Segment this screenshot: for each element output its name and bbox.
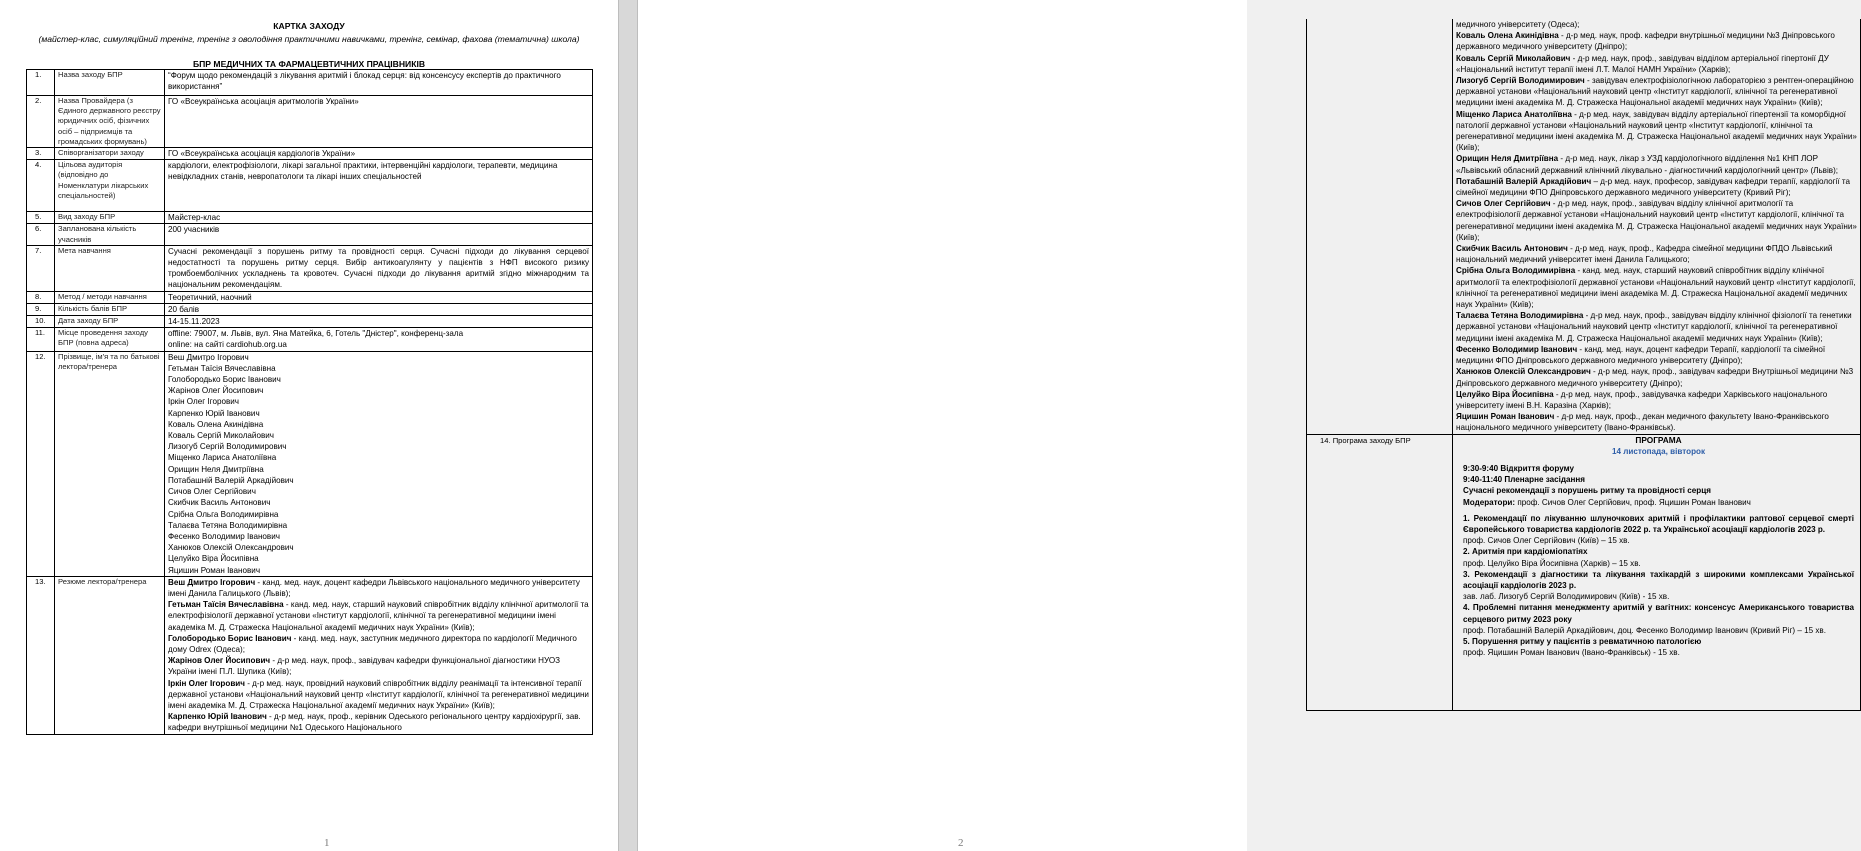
resume-entry: [1456, 153, 1857, 175]
program-plenary: 9:40-11:40 Пленарне засідання: [1463, 475, 1586, 485]
resume-description: - д-р мед. наук, проф., завідувач відділу клінічної аритмології та електрофізіології державної установи «Національний науковий центр «Інститут кардіології, клінічної та регенеративної медицини імені академіка М. Д. Стражеска Національної академії медичних наук України» (Київ);: [1456, 199, 1857, 242]
table-row: [27, 328, 593, 351]
row-value: ГО «Всеукраїнська асоціація аритмологів України»: [165, 96, 593, 148]
lecturer-name: Гетьман Таїсія Вячеславівна: [168, 363, 276, 373]
program-item: [1463, 636, 1854, 658]
resume-description: - д-р мед. наук, провідний науковий співробітник відділу реанімації та інтенсивної терапії державної установи «Національний науковий центр «Інститут кардіології, клінічної та регенеративної медицини імені академіка М. Д. Стражеска Національної академії медичних наук України» (Київ);: [168, 678, 589, 710]
row-label: Мета навчання: [55, 245, 165, 291]
table-row: [27, 303, 593, 315]
program-item-title: 2. Аритмія при кардіоміопатіях: [1463, 547, 1588, 557]
resume-name: Іркін Олег Ігорович: [168, 678, 245, 688]
table-row: [27, 245, 593, 291]
resume-name: Жарінов Олег Йосипович: [168, 656, 271, 666]
resume-name: Сичов Олег Сергійович: [1456, 199, 1551, 209]
resume-description: - канд. мед. наук, доцент кафедри Терапії, кардіології та сімейної медицини ФПО Дніпровського державного медичного університету (Дніпро);: [1456, 344, 1826, 366]
resume-name: Карпенко Юрій Іванович: [168, 712, 267, 722]
lecturer-name: Коваль Сергій Миколайович: [168, 431, 274, 441]
resume-description: - д-р мед. наук, проф., завідувачка кафедри Харківського національного університету імені В.Н. Каразіна (Харків);: [1456, 389, 1828, 410]
row-value: Сучасні рекомендації з порушень ритму та провідності серця. Сучасні підходи до лікування серцевої недостатності та порушень ритму серця. Вибір антикоагулянту у пацієнтів з НФП високого ризику тромбоемболічних ускладнень та кровотеч. Сучасні підходи до лікування аритмій згідно міжнародним та національним рекомендаціям.: [165, 245, 593, 291]
resume-description: - канд. мед. наук, старший науковий співробітник відділу клінічної аритмології та електрофізіології державної установи «Інститут кардіології, клінічної та регенеративної медицини імені академіка М. Д. Стражеска Національної академії медичних наук України» (Київ);: [168, 600, 589, 632]
resume-description: - д-р мед. наук, завідувач відділу артеріальної гіпертензії та коморбідної патології державної установи «Національний науковий центр «Інститут кардіології, клінічної та регенеративної медицини імені академіка М. Д. Стражеска Національної академії медичних наук України» (Київ);: [1456, 109, 1857, 153]
resume-name: Коваль Сергій Миколайович: [1456, 53, 1571, 63]
venue-online: online: на сайті cardiohub.org.ua: [168, 340, 287, 350]
resume-entry: [168, 678, 589, 712]
row-label: Резюме лектора/тренера: [55, 576, 165, 734]
program-item-title: 1. Рекомендації по лікуванню шлуночкових аритмій і профілактики раптової серцевої смерті Європейського товариства кардіологів 2022 р. та Української асоціації кардіологів 2023 р.: [1463, 513, 1854, 534]
resume-name: Фесенко Володимир Іванович: [1456, 344, 1578, 354]
lecturer-list: [165, 351, 593, 576]
resume-name: Гетьман Таїсія Вячеславівна: [168, 600, 284, 610]
table-row: [1307, 19, 1861, 434]
program-item-speaker: проф. Потабашній Валерій Аркадійович, доц. Фесенко Володимир Іванович (Кривий Ріг) – 15 хв.: [1463, 625, 1826, 635]
program-moderators: [1463, 497, 1854, 508]
row-value: Теоретичний, наочний: [165, 291, 593, 303]
row-number: 10.: [27, 316, 55, 328]
lecturer-name: Потабашній Валерій Аркадійович: [168, 475, 294, 485]
table-row: [27, 291, 593, 303]
page-separator: [618, 0, 638, 851]
table-row: [27, 576, 593, 734]
lecturer-name: Жарінов Олег Йосипович: [168, 386, 264, 396]
resume-name: Скибчик Василь Антонович: [1456, 244, 1568, 254]
row-number: 3.: [27, 148, 55, 160]
program-item-speaker: проф. Целуйко Віра Йосипівна (Харків) – 15 хв.: [1463, 558, 1641, 568]
lecturer-name: Сичов Олег Сергійович: [168, 487, 256, 497]
resume-description: - д-р мед. наук, проф., завідувач кафедри функціональної діагностики НУОЗ України імені П.Л. Шупика (Київ);: [168, 656, 560, 677]
table-row: [27, 316, 593, 328]
resume-description: - д-р мед. наук, проф., завідувач кафедри Внутрішньої медицини №3 Дніпровського державного медичного університету (Дніпро);: [1456, 367, 1854, 388]
row-label: Дата заходу БПР: [55, 316, 165, 328]
lecturer-name: Талаєва Тетяна Володимирівна: [168, 520, 288, 530]
program-session: Сучасні рекомендації з порушень ритму та провідності серця: [1463, 486, 1711, 496]
lecturer-name: Міщенко Лариса Анатоліївна: [168, 453, 277, 463]
resume-continuation: медичного університету (Одеса);: [1456, 20, 1580, 29]
resume-entry: [1456, 53, 1857, 75]
row-number: 5.: [27, 212, 55, 224]
row-label: [1307, 434, 1453, 710]
resume-entry: [168, 633, 589, 655]
row-value: ГО «Всеукраїнська асоціація кардіологів України»: [165, 148, 593, 160]
resume-entry: [1456, 109, 1857, 154]
resume-name: Голобородько Борис Іванович: [168, 633, 292, 643]
row-label: Прізвище, ім'я та по батькові лектора/тренера: [55, 351, 165, 576]
lecturer-name: Коваль Олена Акинідівна: [168, 419, 264, 429]
section-heading: БПР МЕДИЧНИХ ТА ФАРМАЦЕВТИЧНИХ ПРАЦІВНИКІВ: [192, 59, 426, 69]
row-label: Метод / методи навчання: [55, 291, 165, 303]
resume-description: - завідувач електрофізіологічною лабораторією з рентген-операційною державної установи «Національний науковий центр «Інститут кардіології, клінічної та регенеративної медицини імені академіка М. Д. Стражеска Національної академії медичних наук України» (Київ);: [1456, 76, 1854, 108]
event-card-table: [26, 69, 593, 735]
table-row: [27, 212, 593, 224]
document-page-2: [638, 0, 1857, 851]
lecturer-name: Скибчик Василь Антонович: [168, 498, 271, 508]
table-row: [27, 70, 593, 96]
program-item: [1463, 546, 1854, 568]
resume-entry: [1456, 176, 1857, 198]
table-row: [27, 148, 593, 160]
resume-entry: [1456, 389, 1857, 411]
resume-name: Ханюков Олексій Олександрович: [1456, 367, 1591, 377]
program-item: [1463, 602, 1854, 636]
resume-entry: [1456, 366, 1857, 388]
program-title: ПРОГРАМА: [1635, 434, 1682, 445]
program-item-speaker: проф. Яцишин Роман Іванович (Івано-Франківськ) - 15 хв.: [1463, 648, 1680, 658]
lecturer-name: Срібна Ольга Володимирівна: [168, 509, 279, 519]
resume-entry: [1456, 344, 1857, 366]
row-number: 12.: [27, 351, 55, 576]
program-item-title: 3. Рекомендації з діагностики та лікування тахікардій з широкими комплексами Української асоціації кардіологів 2023 р.: [1463, 569, 1854, 590]
row-label: Місце проведення заходу БПР (повна адреса): [55, 328, 165, 351]
resume-entry: [1456, 411, 1857, 433]
resume-name: Целуйко Віра Йосипівна: [1456, 389, 1554, 399]
row-value: Майстер-клас: [165, 212, 593, 224]
row-number: 13.: [27, 576, 55, 734]
lecturer-name: Ханюков Олексій Олександрович: [168, 543, 294, 553]
row-label: Запланована кількість учасників: [55, 224, 165, 245]
resume-name: Лизогуб Сергій Володимирович: [1456, 76, 1585, 86]
resume-entry: [168, 599, 589, 633]
row-label: Співорганізатори заходу: [55, 148, 165, 160]
resume-entry: [1456, 198, 1857, 243]
moderators-label: Модератори:: [1463, 497, 1516, 507]
lecturer-name: Веш Дмитро Ігорович: [168, 352, 249, 362]
row-label-empty: [1307, 19, 1453, 434]
row-number: 7.: [27, 245, 55, 291]
row-label: Цільова аудиторія (відповідно до Номенклатури лікарських спеціальностей): [55, 160, 165, 212]
event-card-table-continued: [1306, 19, 1861, 711]
resume-description: - д-р мед. наук, проф. кафедри внутрішньої медицини №3 Дніпровського державного медичного університету (Дніпро);: [1456, 31, 1835, 52]
resume-name: Коваль Олена Акинідівна: [1456, 31, 1559, 41]
lecturer-name: Голобородько Борис Іванович: [168, 375, 281, 385]
table-row: [27, 224, 593, 245]
document-subtitle: (майстер-клас, симуляційний тренінг, тренінг з оволодіння практичними навичками, тренінг, семінар, фахова (тематична) школа): [38, 34, 580, 44]
lecturer-name: Фесенко Володимир Іванович: [168, 531, 280, 541]
lecturer-name: Лизогуб Сергій Володимирович: [168, 442, 287, 452]
document-page-1: [0, 0, 618, 851]
resume-description: - д-р мед. наук, проф., керівник Одеського регіонального центру кардіохірургії, зав. кафедри внутрішньої медицини №1 Одеського Національного: [168, 712, 581, 733]
resume-description: – д-р мед. наук, професор, завідувач кафедри терапії, кардіології та сімейної медицини ФПО Дніпровського державного медичного університету (Кривий Ріг);: [1456, 176, 1851, 198]
row-label: Назва заходу БПР: [55, 70, 165, 96]
row-value: [165, 328, 593, 351]
page-number: 1: [324, 837, 330, 849]
table-row: [27, 351, 593, 576]
program-opening: 9:30-9:40 Відкриття форуму: [1463, 463, 1574, 473]
resume-entry: [1456, 265, 1857, 310]
row-value: 14-15.11.2023: [165, 316, 593, 328]
lecturer-name: Целуйко Віра Йосипівна: [168, 554, 259, 564]
resume-description: - д-р мед. наук, проф., завідувач відділом артеріальної гіпертонії ДУ «Національний інститут терапії імені Л.Т. Малої НАМН України» (Харків);: [1456, 53, 1829, 74]
program-item-speaker: проф. Сичов Олег Сергійович (Київ) – 15 хв.: [1463, 536, 1630, 546]
resume-description: - д-р мед. наук, проф., декан медичного факультету Івано-Франківського національного медичного університету (Івано-Франківськ).: [1456, 412, 1829, 433]
lecturer-name: Яцишин Роман Іванович: [168, 565, 261, 575]
resume-text: [165, 576, 593, 734]
row-label-text: Програма заходу БПР: [1332, 435, 1411, 445]
lecturer-name: Орищин Неля Дмитріївна: [168, 464, 264, 474]
program-date: 14 листопада, вівторок: [1611, 446, 1706, 456]
lecturer-name: Карпенко Юрій Іванович: [168, 408, 260, 418]
row-number: 4.: [27, 160, 55, 212]
row-value: кардіологи, електрофізіологи, лікарі загальної практики, інтервенційні кардіологи, терапевти, медицина невідкладних станів, невропатологи та лікарі інших спеціальностей: [165, 160, 593, 212]
table-row: [1307, 434, 1861, 710]
row-number: 8.: [27, 291, 55, 303]
moderators-names: проф. Сичов Олег Сергійович, проф. Яцишин Роман Іванович: [1515, 497, 1751, 507]
resume-description: - канд. мед. наук, доцент кафедри Львівського національного медичного університету імені Данила Галицького (Львів);: [168, 577, 580, 598]
program-item-title: 5. Порушення ритму у пацієнтів з ревматичною патологією: [1463, 636, 1702, 646]
resume-entry: [168, 711, 589, 733]
venue-offline: offline: 79007, м. Львів, вул. Яна Матейка, 6, Готель "Дністер", конференц-зала: [168, 329, 464, 339]
resume-name: Талаєва Тетяна Володимирівна: [1456, 311, 1584, 321]
resume-description: - канд. мед. наук, старший науковий співробітник відділу клінічної аритмології та електрофізіології державної установи «Національний науковий центр «Інститут кардіології, клінічної та регенеративної медицини імені академіка М. Д. Стражеска Національної академії медичних наук України» (Київ);: [1456, 266, 1856, 310]
program-item-speaker: зав. лаб. Лизогуб Сергій Володимирович (Київ) - 15 хв.: [1463, 592, 1670, 602]
resume-name: Орищин Неля Дмитріївна: [1456, 154, 1559, 164]
lecturer-name: Іркін Олег Ігорович: [168, 397, 240, 407]
resume-description: - д-р мед. наук, проф., Кафедра сімейної медицини ФПДО Львівський національний медичний університет імені Данила Галицького;: [1456, 244, 1833, 265]
resume-entry: [1456, 310, 1857, 344]
program-item: [1463, 513, 1854, 547]
document-title: КАРТКА ЗАХОДУ: [273, 21, 345, 31]
row-number: 9.: [27, 303, 55, 315]
resume-description: - д-р мед. наук, лікар з УЗД кардіологічного відділення №1 КНП ЛОР «Львівський обласний державний клінічний лікувально - діагностичний кардіологічний центр» (Львів);: [1456, 154, 1839, 175]
resume-name: Міщенко Лариса Анатоліївна: [1456, 109, 1572, 119]
row-number: 14.: [1320, 435, 1331, 445]
resume-name: Потабашній Валерій Аркадійович: [1456, 176, 1592, 186]
resume-name: Срібна Ольга Володимирівна: [1456, 266, 1576, 276]
row-value: 200 учасників: [165, 224, 593, 245]
resume-entry: [1456, 30, 1857, 52]
resume-name: Веш Дмитро Ігорович: [168, 577, 256, 587]
table-row: [27, 96, 593, 148]
resume-entry: [168, 655, 589, 677]
row-number: 6.: [27, 224, 55, 245]
row-value: 20 балів: [165, 303, 593, 315]
page-number: 2: [958, 837, 964, 849]
row-value: “Форум щодо рекомендацій з лікування аритмій і блокад серця: від консенсусу експертів до практичного використання”: [165, 70, 593, 96]
resume-entry: [1456, 243, 1857, 265]
row-number: 11.: [27, 328, 55, 351]
program-cell: [1453, 434, 1861, 710]
resume-description: - канд. мед. наук, заступник медичного директора по кардіології Медичного дому Odrex (Одеса);: [168, 633, 577, 654]
resume-text-continued: [1453, 19, 1861, 434]
resume-entry: [1456, 75, 1857, 109]
resume-description: - д-р мед. наук, проф., завідувач відділу клінічної фізіології та генетики державної установи «Національний науковий центр «Інститут кардіології, клінічної та регенеративної медицини імені академіка М. Д. Стражеска Національної академії медичних наук України» (Київ);: [1456, 311, 1852, 343]
row-number: 1.: [27, 70, 55, 96]
resume-name: Яцишин Роман Іванович: [1456, 412, 1555, 422]
row-number: 2.: [27, 96, 55, 148]
row-label: Вид заходу БПР: [55, 212, 165, 224]
table-row: [27, 160, 593, 212]
row-label: Кількість балів БПР: [55, 303, 165, 315]
row-label: Назва Провайдера (з Єдиного державного реєстру юридичних осіб, фізичних осіб – підприємців та громадських формувань): [55, 96, 165, 148]
program-item: [1463, 569, 1854, 603]
resume-entry: [168, 577, 589, 599]
program-item-title: 4. Проблемні питання менеджменту аритмій у вагітних: консенсус Американського товариства серцевого ритму 2023 року: [1463, 603, 1854, 624]
